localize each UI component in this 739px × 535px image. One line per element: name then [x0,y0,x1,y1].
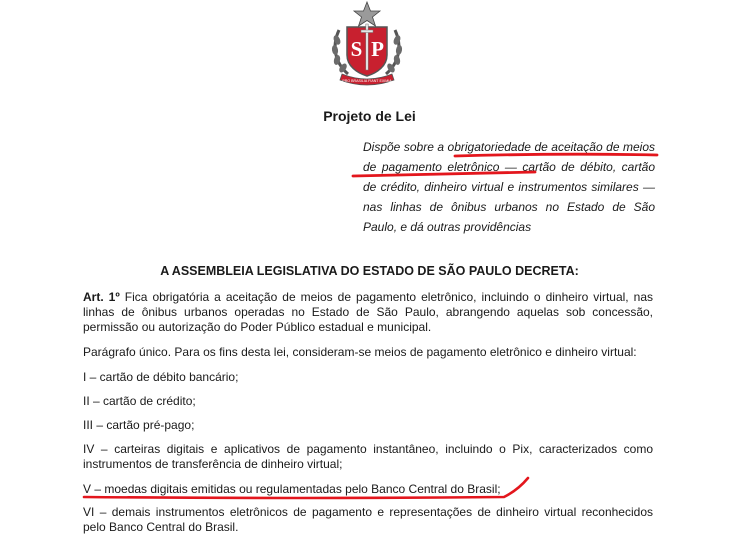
list-item-ii: II – cartão de crédito; [83,394,196,408]
list-item-iii: III – cartão pré-pago; [83,418,195,432]
article-1-text: Fica obrigatória a aceitação de meios de pagamento eletrônico, incluindo o dinheiro virtual, nas linhas de ônibus urbanos operadas no Estado de São Paulo, abrangendo aquelas sob concessão, permissão ou autorização do Poder Público estadual e municipal. [83,290,653,334]
list-item-v: V – moedas digitais emitidas ou regulamentadas pelo Banco Central do Brasil; [83,482,501,496]
list-item-iv: IV – carteiras digitais e aplicativos de pagamento instantâneo, incluindo o Pix, caracterizados como instrumentos de transferência de dinheiro virtual; [83,442,653,471]
bill-summary [363,137,655,237]
summary-suffix: — cartão de débito, cartão de crédito, dinheiro virtual e instrumentos similares — nas linhas de ônibus urbanos no Estado de São Paulo, e dá outras providências [363,160,656,234]
article-1 [83,290,653,335]
svg-text:P: P [371,37,384,61]
list-item-i: I – cartão de débito bancário; [83,370,239,384]
svg-text:PRO BRASILIA FIANT EXIMIA: PRO BRASILIA FIANT EXIMIA [342,79,392,83]
enacting-clause: A ASSEMBLEIA LEGISLATIVA DO ESTADO DE SÃO PAULO DECRETA: [160,264,579,278]
summary-prefix: Dispõe sobre a [363,140,448,154]
sole-paragraph: Parágrafo único. Para os fins desta lei, consideram-se meios de pagamento eletrônico e dinheiro virtual: [83,345,637,359]
bill-title: Projeto de Lei [323,108,416,124]
sao-paulo-coat-of-arms-icon [322,0,412,90]
summary-highlight: obrigatoriedade de aceitação de meios de pagamento eletrônico [363,140,656,174]
svg-text:S: S [350,37,363,61]
article-1-label: Art. 1º [83,290,120,304]
list-item-vi: VI – demais instrumentos eletrônicos de pagamento e representações de dinheiro virtual reconhecidos pelo Banco Central do Brasil. [83,505,653,534]
